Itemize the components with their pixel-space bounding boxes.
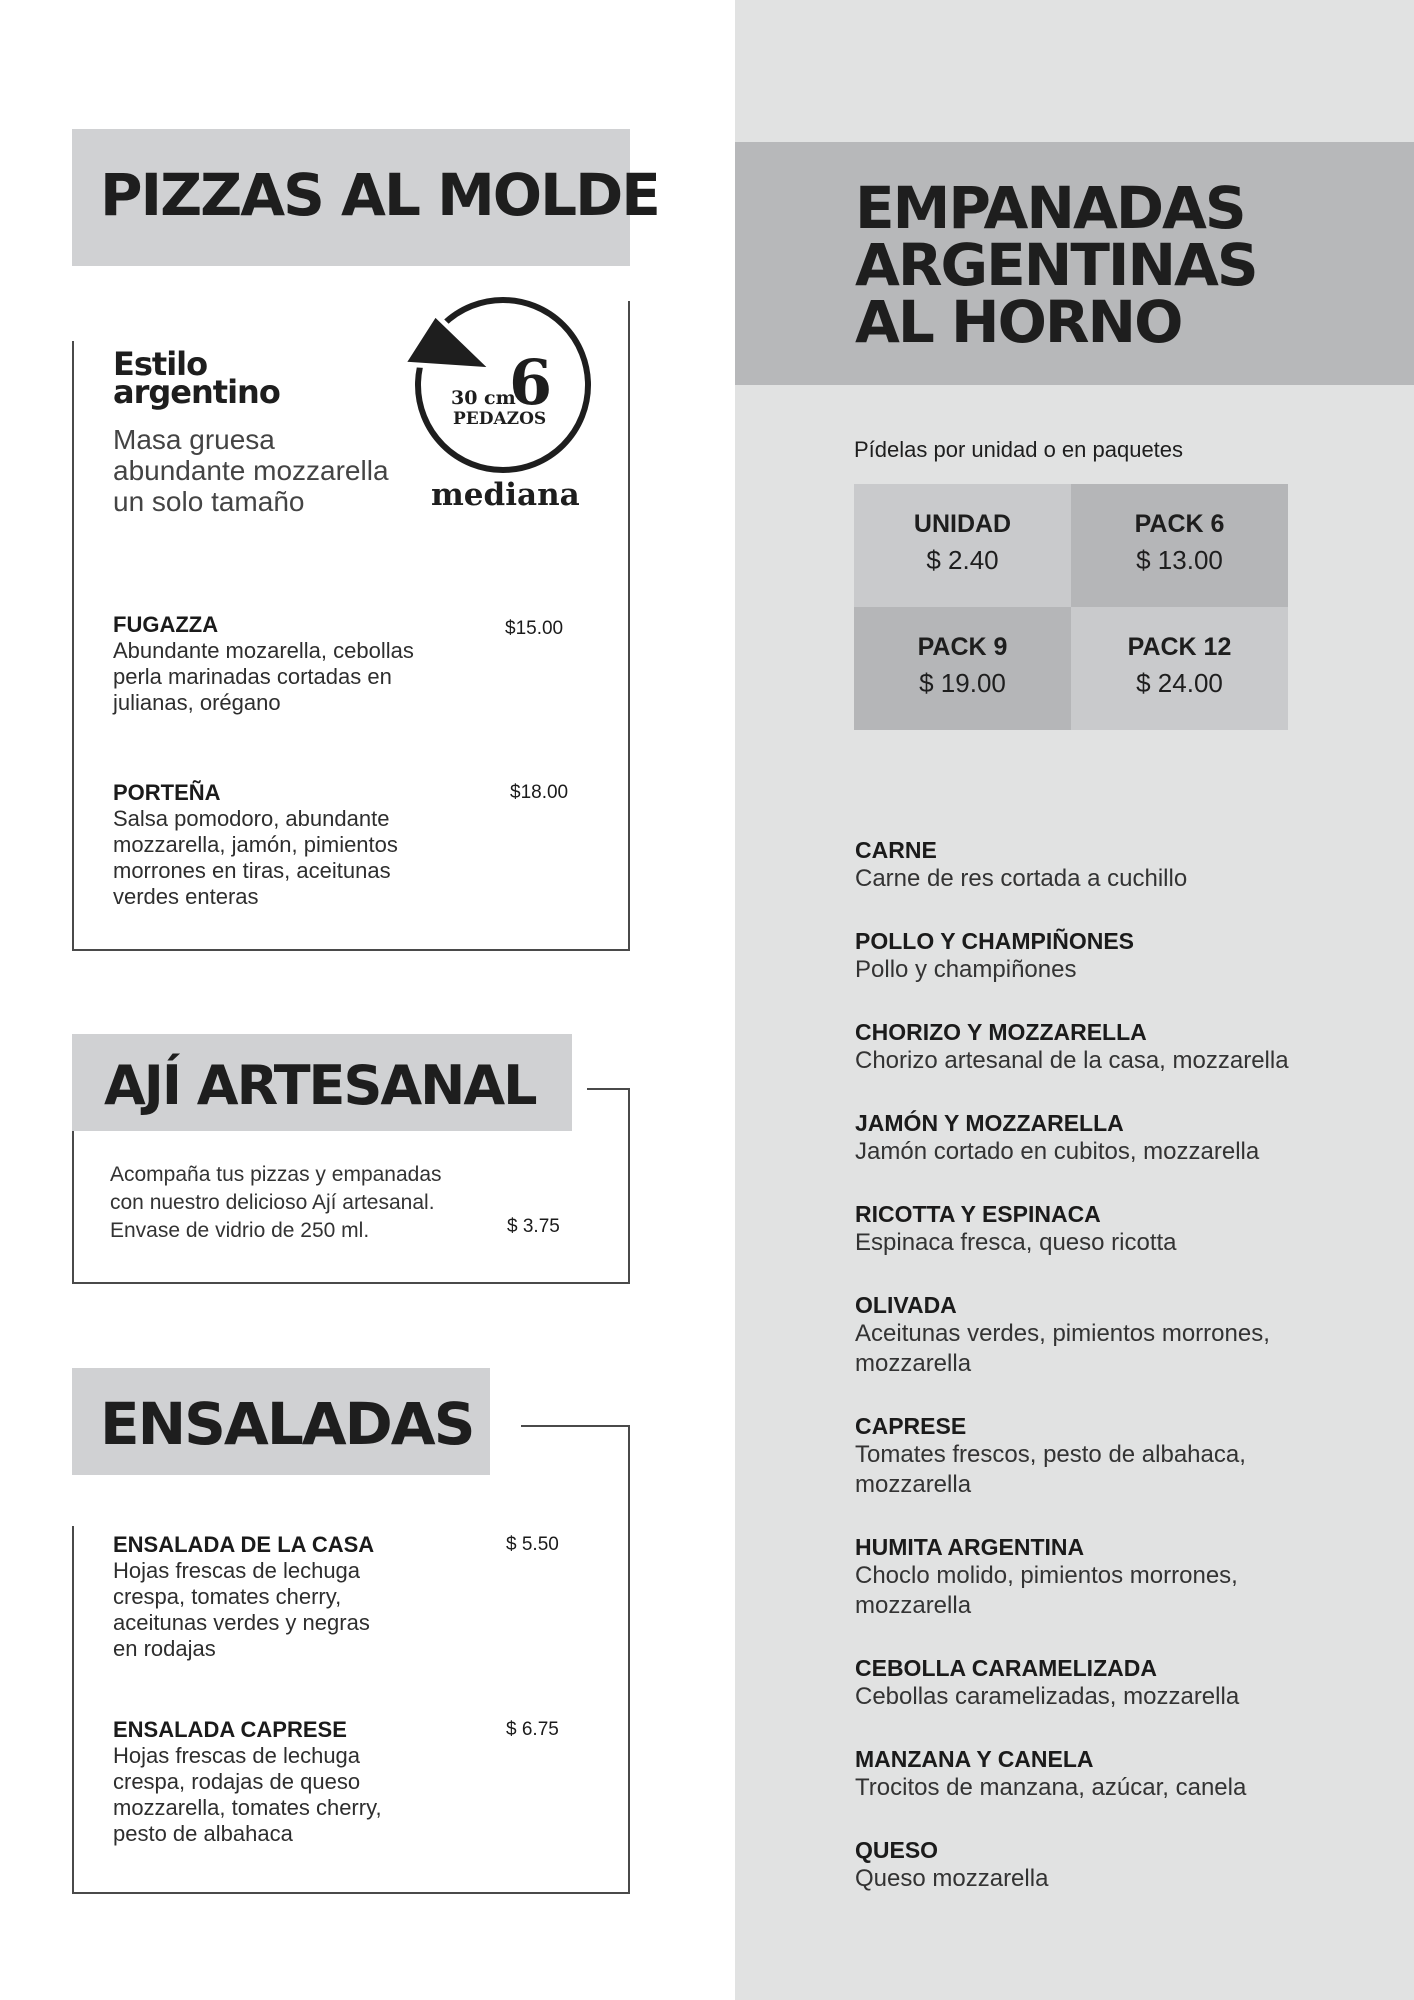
pack-price: $ 24.00 xyxy=(1136,668,1223,698)
pack-label: PACK 12 xyxy=(1127,633,1232,661)
item-description: Abundante mozarella, cebollas perla marinadas cortadas en julianas, orégano xyxy=(113,638,414,715)
item-price: $ 5.50 xyxy=(506,1534,559,1555)
item-description: Hojas frescas de lechuga crespa, rodajas de queso mozzarella, tomates cherry, pesto de albahaca xyxy=(113,1743,382,1846)
aji-description: Acompaña tus pizzas y empanadas con nuestro delicioso Ají artesanal. Envase de vidrio de 250 ml. xyxy=(110,1163,442,1242)
empanadas-title-banner xyxy=(735,142,1414,385)
empanada-item-ricotta: RICOTTA Y ESPINACA Espinaca fresca, queso ricotta xyxy=(855,1201,1177,1256)
empanada-item-humita: HUMITA ARGENTINA Choclo molido, pimientos morrones, mozzarella xyxy=(855,1534,1238,1619)
item-price: $18.00 xyxy=(510,782,569,803)
item-description: Hojas frescas de lechuga crespa, tomates cherry, aceitunas verdes y negras en rodajas xyxy=(113,1558,370,1661)
pizzas-title: PIZZAS AL MOLDE xyxy=(100,161,659,229)
ensaladas-frame-left xyxy=(72,1526,74,1894)
empanadas-title: EMPANADAS ARGENTINAS AL HORNO xyxy=(855,174,1257,356)
aji-frame-right xyxy=(628,1088,630,1284)
pack-label: PACK 6 xyxy=(1134,510,1225,538)
item-name: FUGAZZA xyxy=(113,612,219,637)
salad-item-caprese xyxy=(113,1717,593,1847)
badge-pieces: PEDAZOS xyxy=(453,409,547,429)
salad-item-casa xyxy=(113,1532,593,1662)
pack-label: UNIDAD xyxy=(913,510,1012,538)
empanada-item-manzana: MANZANA Y CANELA Trocitos de manzana, azúcar, canela xyxy=(855,1746,1247,1801)
style-description: Masa gruesa abundante mozzarella un solo tamaño xyxy=(113,424,389,517)
item-description: Salsa pomodoro, abundante mozzarella, jamón, pimientos morrones en tiras, aceitunas verdes enteras xyxy=(113,806,398,909)
aji-price: $ 3.75 xyxy=(507,1216,560,1237)
badge-label: mediana xyxy=(431,477,580,513)
empanada-item-carne: CARNE Carne de res cortada a cuchillo xyxy=(855,837,1188,892)
pizzas-frame-right xyxy=(628,301,630,951)
item-name: ENSALADA CAPRESE xyxy=(113,1717,347,1742)
pack-6 xyxy=(1071,484,1288,607)
empanada-item-olivada: OLIVADA Aceitunas verdes, pimientos morrones, mozzarella xyxy=(855,1292,1270,1377)
item-name: ENSALADA DE LA CASA xyxy=(113,1532,375,1557)
pizza-item-fugazza xyxy=(113,612,593,716)
empanada-item-pollo: POLLO Y CHAMPIÑONES Pollo y champiñones xyxy=(855,928,1135,983)
pizza-item-portena xyxy=(113,780,593,910)
aji-frame-top xyxy=(587,1088,630,1090)
aji-frame-left xyxy=(72,1131,74,1284)
pack-grid xyxy=(854,484,1288,730)
pizzas-frame-bottom xyxy=(72,949,630,951)
empanada-item-chorizo: CHORIZO Y MOZZARELLA Chorizo artesanal de la casa, mozzarella xyxy=(855,1019,1289,1074)
item-price: $ 6.75 xyxy=(506,1719,559,1740)
ensaladas-title-box xyxy=(72,1368,490,1475)
empanada-item-caprese: CAPRESE Tomates frescos, pesto de albahaca, mozzarella xyxy=(855,1413,1246,1498)
aji-frame-bottom xyxy=(72,1282,630,1284)
pack-unidad xyxy=(854,484,1071,607)
empanada-item-cebolla: CEBOLLA CARAMELIZADA Cebollas caramelizadas, mozzarella xyxy=(855,1655,1240,1710)
ensaladas-frame-top xyxy=(521,1425,630,1427)
pack-price: $ 19.00 xyxy=(919,668,1006,698)
pack-price: $ 2.40 xyxy=(926,545,999,575)
empanada-item-jamon: JAMÓN Y MOZZARELLA Jamón cortado en cubitos, mozzarella xyxy=(855,1110,1260,1165)
empanada-item-queso: QUESO Queso mozzarella xyxy=(855,1837,1049,1892)
pack-price: $ 13.00 xyxy=(1136,545,1223,575)
item-name: PORTEÑA xyxy=(113,780,221,805)
pack-label: PACK 9 xyxy=(917,633,1008,661)
pizzas-frame-left xyxy=(72,341,74,951)
pack-9 xyxy=(854,607,1071,730)
badge-size: 30 cm xyxy=(451,387,516,409)
aji-title: AJÍ ARTESANAL xyxy=(104,1054,536,1117)
badge-count: 6 xyxy=(509,346,553,419)
empanadas-subtitle: Pídelas por unidad o en paquetes xyxy=(854,437,1184,462)
ensaladas-title: ENSALADAS xyxy=(100,1390,474,1458)
pizzas-title-box xyxy=(72,129,659,266)
item-price: $15.00 xyxy=(505,618,564,639)
style-title: Estilo argentino xyxy=(113,345,280,411)
pizza-size-badge xyxy=(395,292,605,522)
ensaladas-frame-right xyxy=(628,1425,630,1894)
ensaladas-frame-bottom xyxy=(72,1892,630,1894)
pack-12 xyxy=(1071,607,1288,730)
aji-title-box xyxy=(72,1034,572,1131)
